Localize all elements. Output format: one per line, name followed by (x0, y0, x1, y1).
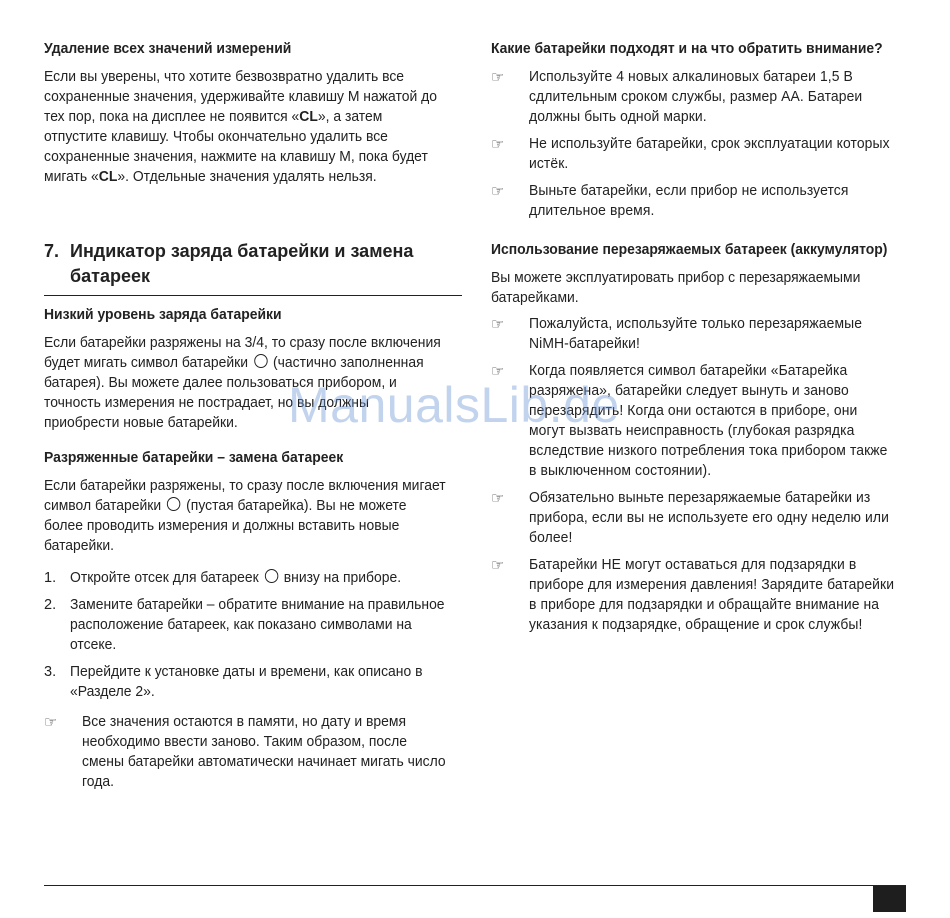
cl-display-code: CL (98, 169, 118, 185)
hint-item (491, 134, 911, 174)
footer-rule (44, 885, 906, 886)
hint-item (491, 314, 911, 354)
delete-heading: Удаление всех значений измерений (44, 41, 292, 57)
rechargeable-heading: Использование перезаряжаемых батареек (аккумулятор) (491, 242, 888, 258)
step-number: 3. (44, 664, 57, 680)
pointing-hand-icon: ☞ (491, 556, 505, 574)
hint-item (491, 67, 911, 127)
hint-item (491, 488, 911, 548)
pointing-hand-icon: ☞ (491, 182, 505, 200)
note-text: Все значения остаются в памяти, но дату и время необходимо ввести заново. Таким образом, после смены батарейки автоматически начинает мигать число года. (82, 714, 446, 790)
step-text-part-2: внизу на приборе. (283, 570, 402, 586)
pointing-hand-icon: ☞ (491, 315, 505, 333)
empty-battery-text-part-1: Если батарейки разряжены, то сразу после включения мигает символ батарейки (44, 478, 446, 514)
low-battery-text-part-2: (частично заполненная батарея). Вы можете далее пользоваться прибором, и точность измерения не пострадает, но вы должны приобрести новые батарейки. (44, 355, 424, 431)
section-heading (44, 239, 462, 296)
delete-text (44, 67, 447, 187)
step-text: Замените батарейки – обратите внимание на правильное расположение батареек, как показано символами на отсеке. (70, 597, 445, 653)
section-title: Индикатор заряда батарейки и замена батареек (70, 241, 414, 286)
page-marker-block (873, 886, 906, 912)
delete-text-part-3: ». Отдельные значения удалять нельзя. (117, 169, 377, 185)
battery-circle-icon (265, 569, 278, 583)
delete-text-part-1: Если вы уверены, что хотите безвозвратно удалить все сохраненные значения, удерживайте клавишу M нажатой до тех пор, пока на дисплее не появится « (44, 69, 437, 125)
step-text: Перейдите к установке даты и времени, как описано в «Разделе 2». (70, 664, 423, 700)
hint-text: Не используйте батарейки, срок эксплуатации которых истёк. (529, 136, 890, 172)
empty-battery-text (44, 476, 447, 556)
note-item (44, 712, 464, 792)
step-text-part-1: Откройте отсек для батареек (70, 570, 259, 586)
section-number: 7. (44, 241, 60, 261)
empty-battery-heading: Разряженные батарейки – замена батареек (44, 450, 344, 466)
step-item (44, 595, 464, 655)
left-column (44, 40, 464, 799)
hint-text: Обязательно выньте перезаряжаемые батарейки из прибора, если вы не используете его одну неделю или более! (529, 490, 889, 546)
hint-item (491, 181, 911, 221)
pointing-hand-icon: ☞ (491, 362, 505, 380)
hint-item (491, 361, 911, 481)
delete-text-part-2: », а затем отпустите клавишу. Чтобы окончательно удалить все сохраненные значения, нажмите на клавишу M, пока будет мигать « (44, 109, 428, 185)
pointing-hand-icon: ☞ (491, 489, 505, 507)
hint-text: Выньте батарейки, если прибор не используется длительное время. (529, 183, 849, 219)
hint-text: Батарейки НЕ могут оставаться для подзарядки в приборе для измерения давления! Зарядите батарейки в приборе для подзарядки и обращайте внимание на указания к подзарядке, обращение и срок службы! (529, 557, 895, 633)
step-number: 2. (44, 597, 57, 613)
low-battery-heading: Низкий уровень заряда батарейки (44, 307, 282, 323)
battery-circle-icon (254, 354, 267, 368)
step-item (44, 662, 464, 702)
hint-item (491, 555, 911, 635)
pointing-hand-icon: ☞ (491, 135, 505, 153)
step-number: 1. (44, 570, 57, 586)
right-column (491, 40, 911, 642)
watermark: ManualsLib.de (288, 377, 620, 433)
hint-text: Пожалуйста, используйте только перезаряжаемые NiMH-батарейки! (529, 316, 863, 352)
low-battery-text (44, 333, 447, 433)
battery-circle-icon (167, 497, 180, 511)
rechargeable-intro: Вы можете эксплуатировать прибор с перезаряжаемыми батарейками. (491, 270, 861, 306)
step-item (44, 568, 464, 588)
pointing-hand-icon: ☞ (44, 713, 58, 731)
pointing-hand-icon: ☞ (491, 68, 505, 86)
hint-text: Используйте 4 новых алкалиновых батареи 1,5 В сдлительным сроком службы, размер AA. Батареи должны быть одной марки. (529, 69, 863, 125)
step-text (70, 568, 448, 588)
hint-text: Когда появляется символ батарейки «Батарейка разряжена», батарейки следует вынуть и заново перезарядить! Когда они остаются в приборе, они могут вызвать неисправность (глубокая разрядка вследствие низкого потребления тока прибором также в выключенном состоянии). (529, 363, 888, 479)
low-battery-text-part-1: Если батарейки разряжены на 3/4, то сразу после включения будет мигать символ батарейки (44, 335, 441, 371)
empty-battery-text-part-2: (пустая батарейка). Вы не можете более проводить измерения и должны вставить новые батарейки. (44, 498, 407, 554)
which-batteries-heading: Какие батарейки подходят и на что обратить внимание? (491, 41, 883, 57)
cl-display-code: CL (299, 109, 318, 125)
